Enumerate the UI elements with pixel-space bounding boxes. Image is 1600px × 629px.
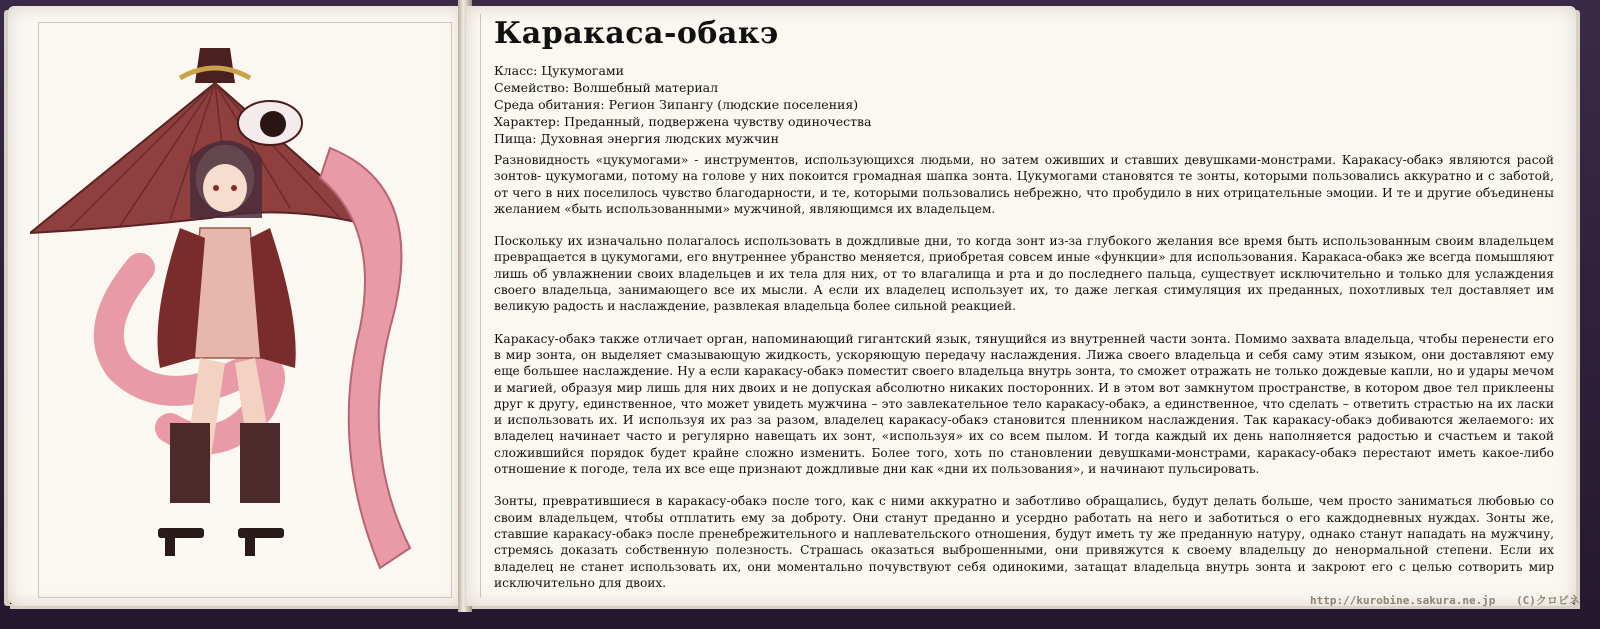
right-page bbox=[466, 6, 1576, 606]
entry-description bbox=[494, 152, 1554, 607]
footer-copyright: (C)クロビネ bbox=[1516, 594, 1580, 607]
description-paragraph-2: Поскольку их изначально полагалось использовать в дождливые дни, то когда зонт из-за глубокого желания все время быть использованным своим владельцем превращается в цукумогами, его внутреннее убранство меняется, приобретая совсем иные «функции» для использования. Каракаса-обакэ же всегда помышляют лишь об увлажнении своих владельцев и их тела для них, от то влагалища и рта и до последнего пальца, существует исключительно и только для услаждения своего владельца, занимающего все их мысли. А если их владелец использует их, то даже легкая стимуляция их преданных, похотливых тел доставляет им великую радость и наслаждение, развлекая владельца более сильной реакцией. bbox=[494, 234, 1554, 314]
entry-title: Каракаса-обакэ bbox=[494, 16, 779, 51]
stat-habitat: Среда обитания: Регион Зипангу (людские поселения) bbox=[494, 97, 859, 112]
footer-url: http://kurobine.sakura.ne.jp bbox=[1310, 594, 1496, 607]
footer bbox=[1310, 592, 1594, 608]
description-paragraph-1: Разновидность «цукумогами» - инструментов, использующихся людьми, но затем оживших и ставших девушками-монстрами. Каракасу-обакэ являются расой зонтов- цукумогами, потому на голове у них покоится громадная шапка зонта. Цукумогами становятся те зонты, которыми пользовались аккуратно и с заботой, от чего в них поселилось чувство благодарности, и те, которыми пользовались небрежно, что пробудило в них отрицательные эмоции. И те и другие объединены желанием «быть использованными» мужчиной, являющимся их владельцем. bbox=[494, 153, 1554, 216]
stat-character: Характер: Преданный, подвержена чувству одиночества bbox=[494, 114, 872, 129]
entry-stats bbox=[494, 62, 1554, 147]
description-paragraph-4: Зонты, превратившиеся в каракасу-обакэ после того, как с ними аккуратно и заботливо обращались, будут делать больше, чем просто заниматься любовью со своим владельцем, чтобы отплатить ему за доброту. Они станут преданно и усердно работать на него и заботиться о его каждодневных нуждах. Зонты же, ставшие каракасу-обакэ после пренебрежительного и наплевательского отношения, будут иметь ту же преданную натуру, однако станут нападать на мужчину, стремясь доказать собственную полезность. Страшась оказаться выброшенными, они привяжутся к своему владельцу до ненормальной степени. Если их владелец не станет использовать их, они моментально почувствуют себя одинокими, затащат владельца внутрь зонта и закроют его с целью сотворить мир исключительно для двоих. bbox=[494, 494, 1554, 590]
stat-food: Пища: Духовная энергия людских мужчин bbox=[494, 131, 779, 146]
stat-family: Семейство: Волшебный материал bbox=[494, 80, 719, 95]
stat-class: Класс: Цукумогами bbox=[494, 63, 624, 78]
description-paragraph-3: Каракасу-обакэ также отличает орган, напоминающий гигантский язык, тянущийся из внутренней части зонта. Помимо захвата владельца, чтобы перенести его в мир зонта, он выделяет смазывающую жидкость, ускоряющую передачу наслаждения. Лижа своего владельца и себя саму этим языком, они доставляют ему еще большее наслаждение. Ну а если каракасу-обакэ поместит своего владельца внутрь зонта, то сможет отражать не только дождевые капли, но и удары мечом и магией, образуя мир лишь для них двоих и не допуская абсолютно никаких посторонних. И в этом вот замкнутом пространстве, в котором двое тел приклеены друг к другу, единственное, что может увидеть мужчина – это завлекательное тело каракасу-обакэ, а единственное, что сделать – ответить страстью на их ласки и использовать их. И используя их раз за разом, владелец каракасу-обакэ становится пленником наслаждения. Так каракасу-обакэ добиваются желаемого: их владелец начинает часто и регулярно навещать их зонт, «используя» их со всем пылом. И тогда каждый их день наполняется радостью и счастьем и такой сложившийся порядок будет крайне сложно изменить. Более того, хоть по становлении девушками-монстрами, каракасу-обакэ перестают иметь какое-либо отношение к погоде, тела их все еще признают дождливые дни как «дни их пользования», и начинают пульсировать. bbox=[494, 331, 1554, 477]
monster-illustration bbox=[30, 28, 460, 593]
left-page bbox=[8, 6, 462, 606]
